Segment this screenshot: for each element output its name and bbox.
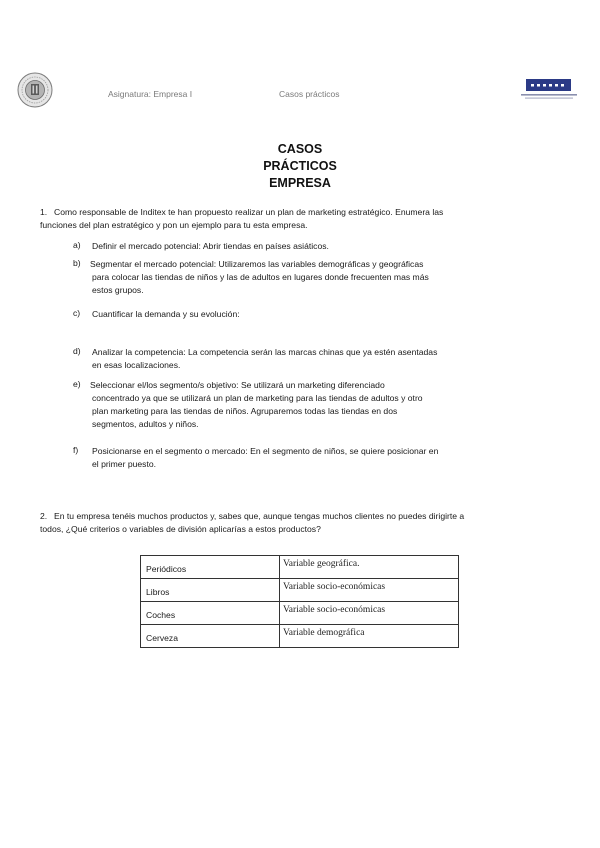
item-b-label: b) — [73, 258, 81, 268]
item-b-text — [92, 258, 512, 297]
item-c-label: c) — [73, 308, 81, 318]
item-line: Cuantificar la demanda y su evolución: — [92, 309, 240, 319]
item-e-label: e) — [73, 379, 81, 389]
title-line-3: EMPRESA — [269, 176, 331, 190]
item-d-text — [92, 346, 512, 372]
item-line: Seleccionar el/los segmento/s objetivo: Se utilizará un marketing diferenciado — [90, 380, 385, 390]
subject-value: Empresa I — [153, 89, 193, 99]
product-cell: Libros — [141, 579, 280, 602]
product-cell: Periódicos — [141, 556, 280, 579]
title-line-2: PRÁCTICOS — [263, 159, 337, 173]
item-e-text — [92, 379, 512, 431]
item-a-label: a) — [73, 240, 81, 250]
question-2-number: 2. — [40, 511, 48, 521]
variable-cell: Variable demográfica — [280, 625, 459, 648]
question-1-line: Como responsable de Inditex te han propuesto realizar un plan de marketing estratégico. Enumera las — [54, 207, 444, 217]
table-row — [141, 579, 459, 602]
item-line: Definir el mercado potencial: Abrir tiendas en países asiáticos. — [92, 241, 329, 251]
item-a-text — [92, 240, 512, 253]
item-line: estos grupos. — [92, 285, 144, 295]
item-line: concentrado ya que se utilizará un plan de marketing para las tiendas de adultos y otro — [92, 393, 423, 403]
subject-header — [108, 89, 192, 99]
subject-label: Asignatura: — [108, 89, 151, 99]
item-d-label: d) — [73, 346, 81, 356]
item-line: segmentos, adultos y niños. — [92, 419, 199, 429]
item-line: el primer puesto. — [92, 459, 157, 469]
item-line: para colocar las tiendas de niños y las de adultos en lugares donde frecuenten mas más — [92, 272, 429, 282]
section-header: Casos prácticos — [279, 89, 340, 99]
item-line: Analizar la competencia: La competencia serán las marcas chinas que ya estén asentadas — [92, 347, 438, 357]
table-row — [141, 556, 459, 579]
question-2-line: todos, ¿Qué criterios o variables de división aplicarías a estos productos? — [40, 524, 321, 534]
question-2-line: En tu empresa tenéis muchos productos y, sabes que, aunque tengas muchos clientes no puedes dirigirte a — [54, 511, 465, 521]
item-line: Posicionarse en el segmento o mercado: En el segmento de niños, se quiere posicionar en — [92, 446, 439, 456]
product-cell: Cerveza — [141, 625, 280, 648]
variables-table — [140, 555, 459, 648]
item-line: en esas localizaciones. — [92, 360, 181, 370]
title-line-1: CASOS — [277, 142, 323, 156]
variable-cell: Variable socio-económicas — [280, 579, 459, 602]
variable-cell: Variable socio-económicas — [280, 602, 459, 625]
question-2-text — [40, 510, 564, 536]
product-cell: Coches — [141, 602, 280, 625]
item-f-label: f) — [73, 445, 79, 455]
item-line: Segmentar el mercado potencial: Utilizaremos las variables demográficas y geográficas — [90, 259, 424, 269]
institution-logo — [519, 78, 579, 102]
item-f-text — [92, 445, 512, 471]
item-c-text — [92, 308, 512, 321]
table-row — [141, 602, 459, 625]
university-seal-logo — [17, 72, 53, 108]
question-1-number: 1. — [40, 207, 48, 217]
variable-cell: Variable geográfica. — [280, 556, 459, 579]
question-1-text — [40, 206, 554, 232]
table-row — [141, 625, 459, 648]
question-1-line: funciones del plan estratégico y pon un ejemplo para tu esta empresa. — [40, 220, 308, 230]
item-line: plan marketing para las tiendas de niños. Agruparemos todas las tiendas en dos — [92, 406, 398, 416]
